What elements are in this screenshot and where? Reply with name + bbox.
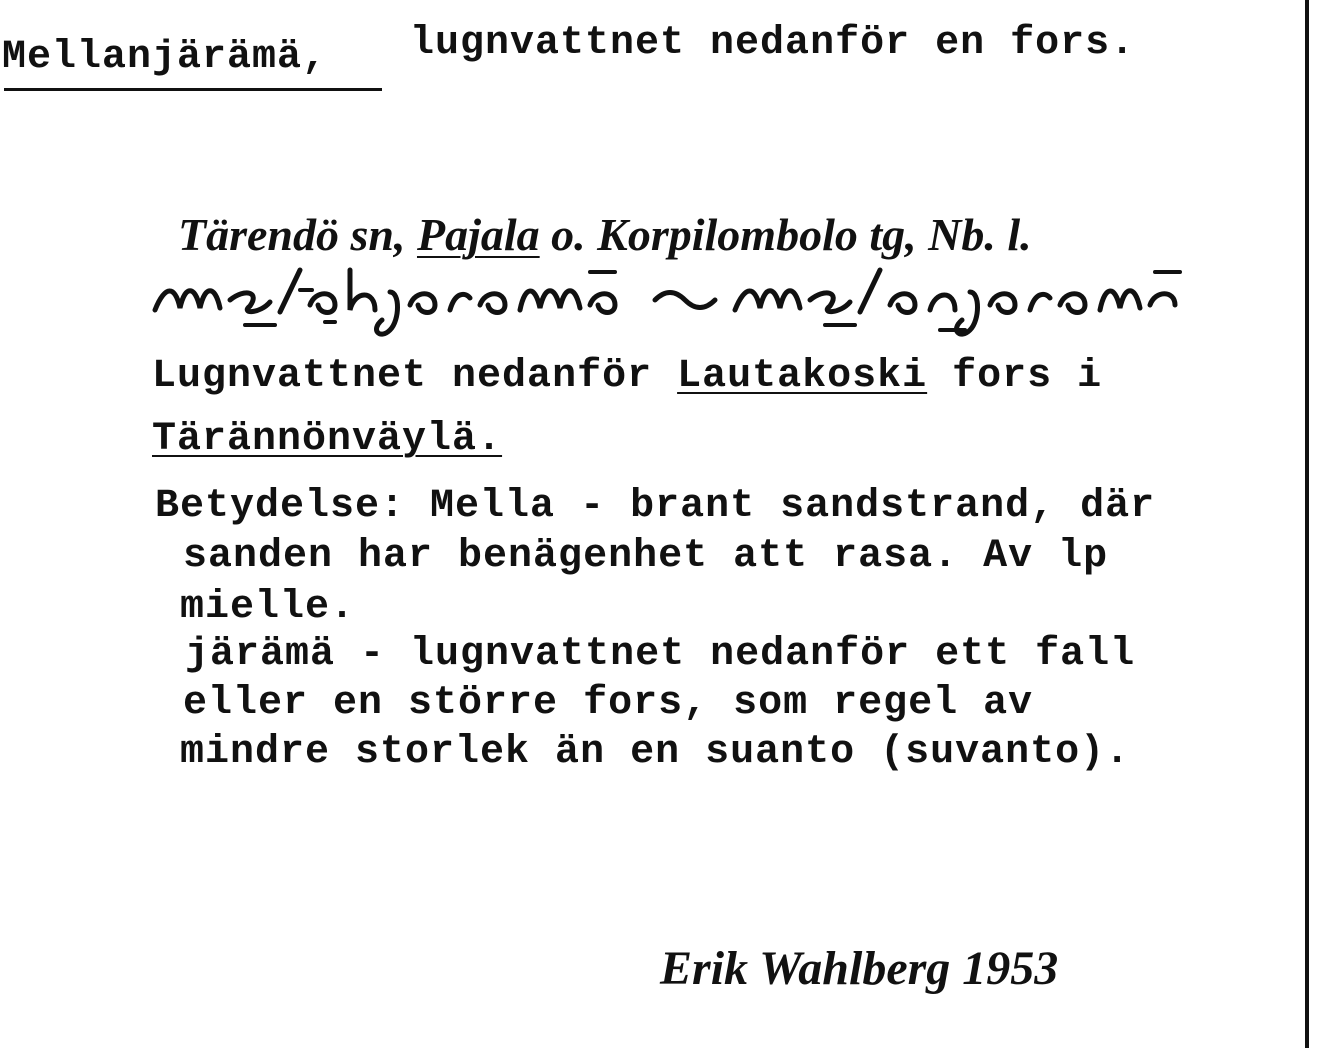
meaning-line-1: Betydelse: Mella - brant sandstrand, där [155, 484, 1156, 529]
meaning-line-5: eller en större fors, som regel av [183, 681, 1034, 726]
village: Korpilombolo [597, 209, 858, 260]
description-suffix: fors i [952, 354, 1103, 399]
meaning-line-2: sanden har benägenhet att rasa. Av lp [183, 534, 1109, 579]
meaning-line-4: järämä - lugnvattnet nedanför ett fall [185, 632, 1136, 677]
river-name: Tärännönväylä. [152, 417, 503, 462]
headword-definition: lugnvattnet nedanför en fors. [410, 21, 1136, 66]
handwritten-pronunciation [150, 250, 1190, 340]
place: Pajala [416, 209, 540, 260]
description-line-1 [152, 354, 1103, 399]
signature: Erik Wahlberg 1953 [660, 942, 1059, 995]
province: Nb. l. [928, 209, 1032, 260]
meaning-line-6: mindre storlek än en suanto (suvanto). [180, 730, 1131, 775]
description-prefix: Lugnvattnet nedanför [152, 354, 653, 399]
meaning-line-3: mielle. [180, 585, 356, 630]
headword-underline [4, 88, 382, 91]
place-suffix: o. [551, 209, 586, 260]
headword: Mellanjärämä, [2, 35, 328, 80]
village-tg: tg, [869, 209, 917, 260]
rapid-name: Lautakoski [677, 354, 928, 399]
parish: Tärendö sn, [178, 209, 406, 260]
card-edge-rule [1305, 0, 1309, 1048]
